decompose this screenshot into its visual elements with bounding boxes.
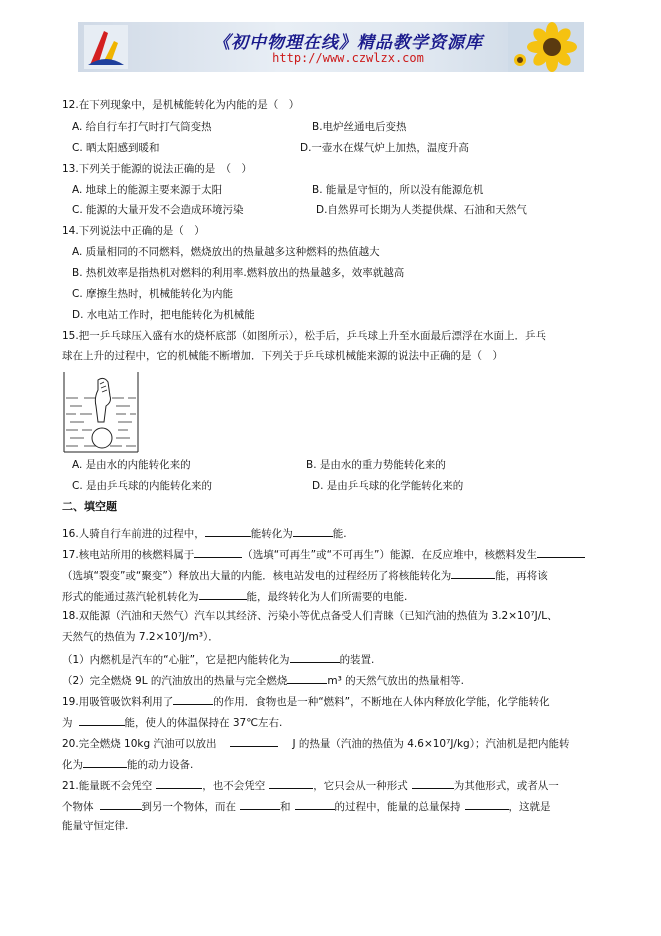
q21-text-8: 的过程中，能量的总量保持	[334, 801, 461, 813]
q15-option-c: C. 是由乒乓球的内能转化来的	[72, 480, 213, 492]
q18-text-5: （2）完全燃烧 9L 的汽油放出的热量与完全燃烧	[62, 675, 288, 687]
q15-stem-line2: 球在上升的过程中，它的机械能不断增加．下列关于乒乓球机械能来源的说法中正确的是（ ）	[62, 350, 503, 362]
q21-line2	[62, 798, 551, 814]
q16-blank-1[interactable]	[205, 525, 251, 537]
q18-part1	[62, 651, 374, 667]
q21-blank-4[interactable]	[100, 798, 142, 810]
beaker-figure	[60, 370, 142, 454]
q13-option-d: D.自然界可长期为人类提供煤、石油和天然气	[316, 204, 527, 216]
q17-blank-2[interactable]	[537, 546, 585, 558]
q21-text-9: ，这就是	[508, 801, 551, 813]
q14-stem: 14.下列说法中正确的是（ ）	[62, 225, 205, 237]
q21-blank-1[interactable]	[156, 777, 202, 789]
section-heading: 二、填空题	[62, 500, 117, 513]
q19-blank-1[interactable]	[173, 693, 213, 705]
q19-blank-2[interactable]	[79, 714, 125, 726]
logo-icon	[84, 25, 128, 69]
q18-blank-2[interactable]	[287, 672, 327, 684]
q16-text-3: 能.	[332, 528, 347, 540]
q15-option-d: D. 是由乒乓球的化学能转化来的	[312, 480, 464, 492]
q21-text-3: ，它只会从一种形式	[313, 780, 408, 792]
q21-blank-3[interactable]	[412, 777, 454, 789]
q12-option-c: C. 晒太阳感到暖和	[72, 142, 160, 154]
q14-option-d: D. 水电站工作时，把电能转化为机械能	[72, 309, 255, 321]
sunflower-icon	[508, 22, 584, 72]
q21-text-5: 个物体	[62, 801, 94, 813]
q19-text-4: 能，使人的体温保持在 37℃左右.	[124, 717, 283, 729]
q17-text-6: 能，最终转化为人们所需要的电能.	[246, 591, 408, 603]
q20-text-4: 能的动力设备.	[127, 759, 194, 771]
q21-text-1: 21.能量既不会凭空	[62, 780, 153, 792]
q21-blank-7[interactable]	[465, 798, 509, 810]
q19-text-2: 的作用．食物也是一种“燃料”，不断地在人体内释放化学能，化学能转化	[213, 696, 550, 708]
q13-option-c: C. 能源的大量开发不会造成环境污染	[72, 204, 244, 216]
banner-title: 《初中物理在线》精品教学资源库	[213, 33, 483, 53]
q21-blank-6[interactable]	[295, 798, 335, 810]
q17-line3	[62, 588, 407, 604]
q15-stem-line1: 15.把一乒乓球压入盛有水的烧杯底部（如图所示），松手后，乒乓球上升至水面最后漂浮在水面上．乒乓	[62, 330, 546, 342]
q13-option-b: B. 能量是守恒的，所以没有能源危机	[312, 184, 484, 196]
q20-blank-2[interactable]	[83, 756, 127, 768]
q21-line3: 能量守恒定律.	[62, 820, 129, 832]
q12-stem: 12.在下列现象中，是机械能转化为内能的是（ ）	[62, 99, 300, 111]
q17-blank-3[interactable]	[451, 567, 495, 579]
q14-option-c: C. 摩擦生热时，机械能转化为内能	[72, 288, 234, 300]
q12-option-b: B.电炉丝通电后变热	[312, 121, 407, 133]
q20-line1	[62, 735, 569, 751]
q20-text-3: 化为	[62, 759, 83, 771]
q18-text-3: （1）内燃机是汽车的“心脏”，它是把内能转化为	[62, 654, 290, 666]
q18-blank-1[interactable]	[290, 651, 340, 663]
q18-text-4: 的装置.	[339, 654, 375, 666]
q17-text-4: 能，再将该	[495, 570, 548, 582]
q13-option-a: A. 地球上的能源主要来源于太阳	[72, 184, 223, 196]
q16-blank-2[interactable]	[293, 525, 333, 537]
q17-text-2: （选填“可再生”或“不可再生”）能源．在反应堆中，核燃料发生	[242, 549, 537, 561]
q20-line2	[62, 756, 193, 772]
q18-part2	[62, 672, 464, 688]
q18-text-6: m³ 的天然气放出的热量相等.	[327, 675, 465, 687]
q12-option-d: D.一壶水在煤气炉上加热，温度升高	[300, 142, 469, 154]
q17-blank-4[interactable]	[199, 588, 247, 600]
q13-stem: 13.下列关于能源的说法正确的是 （ ）	[62, 163, 252, 175]
q17-text-1: 17.核电站所用的核燃料属于	[62, 549, 195, 561]
q20-text-1: 20.完全燃烧 10kg 汽油可以放出	[62, 738, 217, 750]
q21-blank-2[interactable]	[269, 777, 313, 789]
q16	[62, 525, 347, 541]
q17-blank-1[interactable]	[194, 546, 242, 558]
q15-option-b: B. 是由水的重力势能转化来的	[306, 459, 446, 471]
q17-text-5: 形式的能通过蒸汽轮机转化为	[62, 591, 199, 603]
q19-text-3: 为	[62, 717, 73, 729]
q14-option-b: B. 热机效率是指热机对燃料的利用率.燃料放出的热量越多，效率就越高	[72, 267, 405, 279]
q19-text-1: 19.用吸管吸饮料利用了	[62, 696, 174, 708]
q14-option-a: A. 质量相同的不同燃料，燃烧放出的热量越多这种燃料的热值越大	[72, 246, 380, 258]
q16-text-2: 能转化为	[250, 528, 293, 540]
q19-line2	[62, 714, 282, 730]
q18-line1: 18.双能源（汽油和天然气）汽车以其经济、污染小等优点备受人们青睐（已知汽油的热值为 3.2×10⁷J/L、	[62, 610, 558, 622]
q17-line2	[62, 567, 548, 583]
q12-option-a: A. 给自行车打气时打气筒变热	[72, 121, 212, 133]
q21-text-7: 和	[280, 801, 291, 813]
banner-url: http://www.czwlzx.com	[272, 51, 424, 65]
q17-line1	[62, 546, 585, 562]
header-banner	[78, 22, 584, 72]
q17-text-3: （选填“裂变”或“聚变”）释放出大量的内能．核电站发电的过程经历了将核能转化为	[62, 570, 452, 582]
q18-line2: 天然气的热值为 7.2×10⁷J/m³）．	[62, 631, 219, 643]
q15-option-a: A. 是由水的内能转化来的	[72, 459, 191, 471]
q20-text-2: J 的热量（汽油的热值为 4.6×10⁷J/kg）；汽油机是把内能转	[292, 738, 570, 750]
q19-line1	[62, 693, 550, 709]
q20-blank-1[interactable]	[230, 735, 278, 747]
q21-text-2: ，也不会凭空	[202, 780, 266, 792]
q21-text-4: 为其他形式，或者从一	[453, 780, 559, 792]
q21-blank-5[interactable]	[240, 798, 280, 810]
q16-text-1: 16.人骑自行车前进的过程中，	[62, 528, 205, 540]
q21-text-6: 到另一个物体，而在	[141, 801, 236, 813]
q21-line1	[62, 777, 559, 793]
